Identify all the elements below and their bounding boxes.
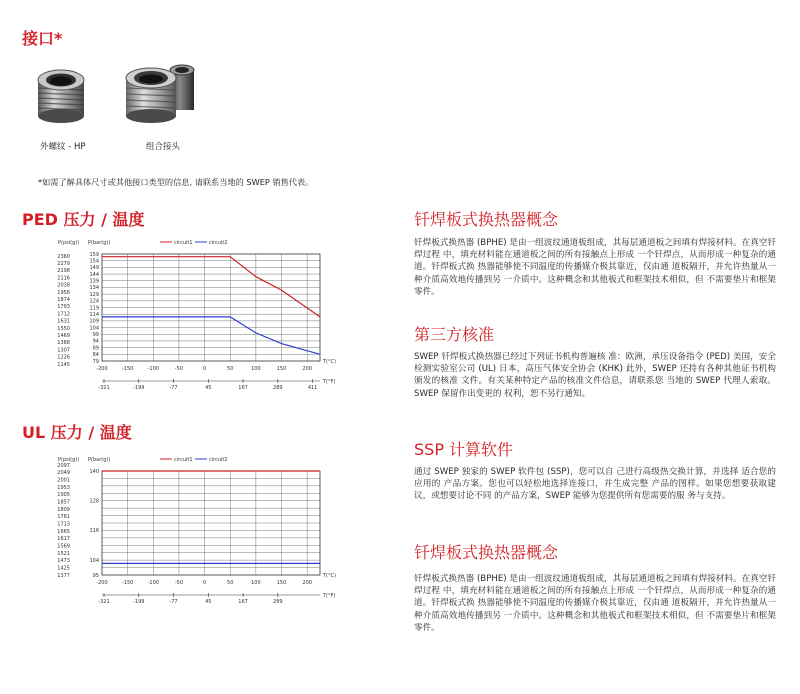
f-tick-label: -199 [133, 599, 145, 605]
bar-tick-label: 129 [89, 291, 99, 298]
f-unit-label: T(°F) [323, 593, 336, 599]
chart-ul-svg [40, 453, 345, 618]
bar-tick-label: 154 [89, 258, 99, 265]
bar-axis-header: P(bar(g)) [88, 240, 111, 246]
section-bphe-concept-title: 钎焊板式换热器概念 [414, 210, 559, 229]
psi-tick-label: 1425 [57, 565, 70, 572]
x-tick-label: -100 [147, 580, 159, 586]
bar-tick-label: 139 [89, 278, 99, 285]
f-tick-label: -77 [169, 599, 178, 605]
f-tick-label: -77 [169, 385, 178, 391]
psi-tick-label: 1388 [57, 340, 70, 347]
psi-tick-label: 1665 [57, 528, 70, 535]
bar-tick-label: 124 [89, 298, 99, 305]
x-tick-label: 150 [276, 366, 287, 372]
psi-tick-label: 2360 [57, 253, 70, 260]
psi-tick-label: 2097 [57, 462, 70, 469]
connection-label-hp: 外螺纹 - HP [40, 142, 86, 152]
bar-tick-label: 89 [92, 345, 99, 352]
x-tick-label: -50 [174, 580, 184, 586]
psi-tick-label: 1793 [57, 304, 70, 311]
ul-chart [40, 453, 345, 618]
psi-tick-label: 2198 [57, 268, 70, 275]
f-tick-label: 167 [238, 385, 248, 391]
section-approval-body: SWEP 钎焊板式换热器已经过下列证书机构普遍核 准：欧洲，承压设备指令 (PED) 美国，安全检测实验室公司 (UL) 日本，高压气体安全协会 (KHK) 此外，SWEP 还持有各种其他证书机构颁发的核准 文件。有关某种特定产品的核准文件信息，请联系您 当地的 SWEP 代理人索取。SWEP 保留作出变更的 权利，恕不另行通知。 [414, 352, 776, 399]
x-unit-label: T(°C) [323, 359, 336, 365]
psi-tick-label: 2279 [57, 261, 70, 267]
connections-note: *如需了解具体尺寸或其他接口类型的信息, 请联系当地的 SWEP 销售代表。 [38, 177, 314, 187]
bar-tick-label: 79 [92, 358, 99, 365]
x-unit-label: T(°C) [323, 573, 336, 579]
x-tick-label: 50 [227, 580, 234, 586]
bar-tick-label: 104 [89, 557, 99, 564]
bar-tick-label: 134 [89, 285, 99, 292]
legend-label-circuit2: circuit2 [209, 457, 228, 463]
psi-tick-label: 1521 [57, 550, 70, 557]
x-tick-label: 150 [276, 580, 287, 586]
section-ssp-body: 通过 SWEP 独家的 SWEP 软件包 (SSP)，您可以自 己进行高级热交换计算，并选择 适合您的应用的 产品方案。您也可以轻松地选择连接口，并生成完整 产品的图样。如果您想要获取建议，或想要讨论不同 的产品方案，SWEP 能够为您提供所有您需要的服 务与支持。 [414, 467, 776, 502]
bar-axis-header: P(bar(g)) [88, 457, 111, 463]
psi-axis-header: P(psi(g)) [58, 240, 80, 246]
f-tick-label: 167 [238, 599, 248, 605]
bar-tick-label: 109 [89, 318, 99, 325]
f-unit-label: T(°F) [323, 379, 336, 385]
psi-tick-label: 1469 [57, 333, 70, 339]
bar-tick-label: 149 [89, 265, 99, 272]
f-tick-label: -199 [133, 385, 145, 391]
psi-tick-label: 1761 [57, 514, 70, 521]
x-tick-label: 100 [251, 580, 261, 586]
bar-tick-label: 84 [92, 352, 99, 359]
bar-tick-label: 140 [89, 468, 99, 475]
bar-tick-label: 95 [92, 572, 99, 579]
male-thread-connection-icon [30, 60, 92, 130]
f-tick-label: 45 [205, 385, 212, 391]
bar-tick-label: 94 [92, 338, 99, 345]
legend-label-circuit1: circuit1 [174, 240, 193, 246]
psi-tick-label: 1145 [57, 361, 70, 368]
psi-tick-label: 1226 [57, 354, 70, 361]
ul-title: UL 压力 / 温度 [22, 423, 132, 442]
x-tick-label: -100 [147, 366, 159, 372]
psi-tick-label: 1874 [57, 297, 70, 303]
f-tick-label: -321 [98, 385, 110, 391]
psi-tick-label: 1377 [57, 572, 70, 579]
psi-tick-label: 2049 [57, 470, 70, 477]
psi-axis-header: P(psi(g)) [58, 457, 80, 463]
x-tick-label: 200 [302, 580, 312, 586]
psi-tick-label: 2116 [57, 275, 70, 282]
section-ssp-title: SSP 计算软件 [414, 440, 514, 459]
psi-tick-label: 1953 [57, 484, 70, 491]
psi-tick-label: 1631 [57, 318, 70, 325]
f-tick-label: -321 [98, 599, 110, 605]
f-tick-label: 289 [273, 385, 283, 391]
psi-tick-label: 1857 [57, 499, 70, 506]
series-line-circuit1 [102, 257, 320, 317]
combination-connection-icon [122, 58, 202, 132]
psi-tick-label: 1712 [57, 311, 70, 318]
section-bphe-concept-2-title: 钎焊板式换热器概念 [414, 543, 559, 562]
psi-tick-label: 1809 [57, 506, 70, 513]
f-tick-label: 411 [307, 385, 318, 391]
x-tick-label: 50 [227, 366, 234, 372]
x-tick-label: -150 [121, 366, 134, 372]
bar-tick-label: 128 [89, 498, 99, 505]
psi-tick-label: 1473 [57, 558, 70, 565]
bar-tick-label: 114 [89, 311, 99, 318]
section-approval-title: 第三方核准 [414, 325, 495, 344]
legend-label-circuit1: circuit1 [174, 457, 193, 463]
bar-tick-label: 159 [89, 251, 99, 258]
psi-tick-label: 1569 [57, 543, 70, 550]
x-tick-label: -200 [96, 366, 108, 372]
connection-label-combination: 组合接头 [146, 142, 181, 152]
section-bphe-concept-body: 钎焊板式换热器 (BPHE) 是由一组波纹通道板组成，其每层通道板之间填有焊接材料。在真空钎焊过程 中，填充材料能在通道板之间的所有接触点上形成 一个钎焊点，从而形成一种复杂的通道。钎焊板式换 热器能够使不同温度的传播媒介极其靠近，仅由通 道板隔开，并允许热量从一种介质高效地传播到另 一介质中。这种概念和其他板式和框架技术相似，但 不需要垫片和框架零件。 [414, 238, 776, 297]
ped-title: PED 压力 / 温度 [22, 210, 145, 229]
ped-chart [40, 236, 345, 396]
bar-tick-label: 119 [89, 305, 99, 312]
bar-tick-label: 144 [89, 271, 99, 278]
psi-tick-label: 1905 [57, 492, 70, 499]
series-line-circuit2 [102, 317, 320, 354]
x-tick-label: 100 [251, 366, 261, 372]
legend-label-circuit2: circuit2 [209, 240, 228, 246]
psi-tick-label: 1617 [57, 536, 70, 543]
connections-title: 接口* [22, 29, 63, 48]
bar-tick-label: 104 [89, 325, 99, 332]
psi-tick-label: 2001 [57, 477, 70, 484]
x-tick-label: 0 [202, 580, 207, 586]
psi-tick-label: 1713 [57, 521, 70, 528]
bar-tick-label: 116 [89, 528, 99, 535]
f-tick-label: 45 [205, 599, 212, 605]
x-tick-label: -50 [174, 366, 184, 372]
x-tick-label: 0 [202, 366, 207, 372]
bar-tick-label: 99 [92, 332, 99, 339]
psi-tick-label: 1550 [57, 325, 70, 332]
x-tick-label: -200 [96, 580, 108, 586]
psi-tick-label: 1956 [57, 289, 70, 296]
x-tick-label: -150 [121, 580, 134, 586]
chart-ped-svg [40, 236, 345, 396]
psi-tick-label: 2038 [57, 282, 70, 289]
section-bphe-concept-2-body: 钎焊板式换热器 (BPHE) 是由一组波纹通道板组成，其每层通道板之间填有焊接材料。在真空钎焊过程 中，填充材料能在通道板之间的所有接触点上形成 一个钎焊点，从而形成一种复杂的通道。钎焊板式换 热器能够使不同温度的传播媒介极其靠近，仅由通 道板隔开，并允许热量从一种介质高效地传播到另 一介质中。这种概念和其他板式和框架技术相似，但 不需要垫片和框架零件。 [414, 574, 776, 633]
f-tick-label: 289 [273, 599, 283, 605]
psi-tick-label: 1307 [57, 347, 70, 354]
x-tick-label: 200 [302, 366, 312, 372]
